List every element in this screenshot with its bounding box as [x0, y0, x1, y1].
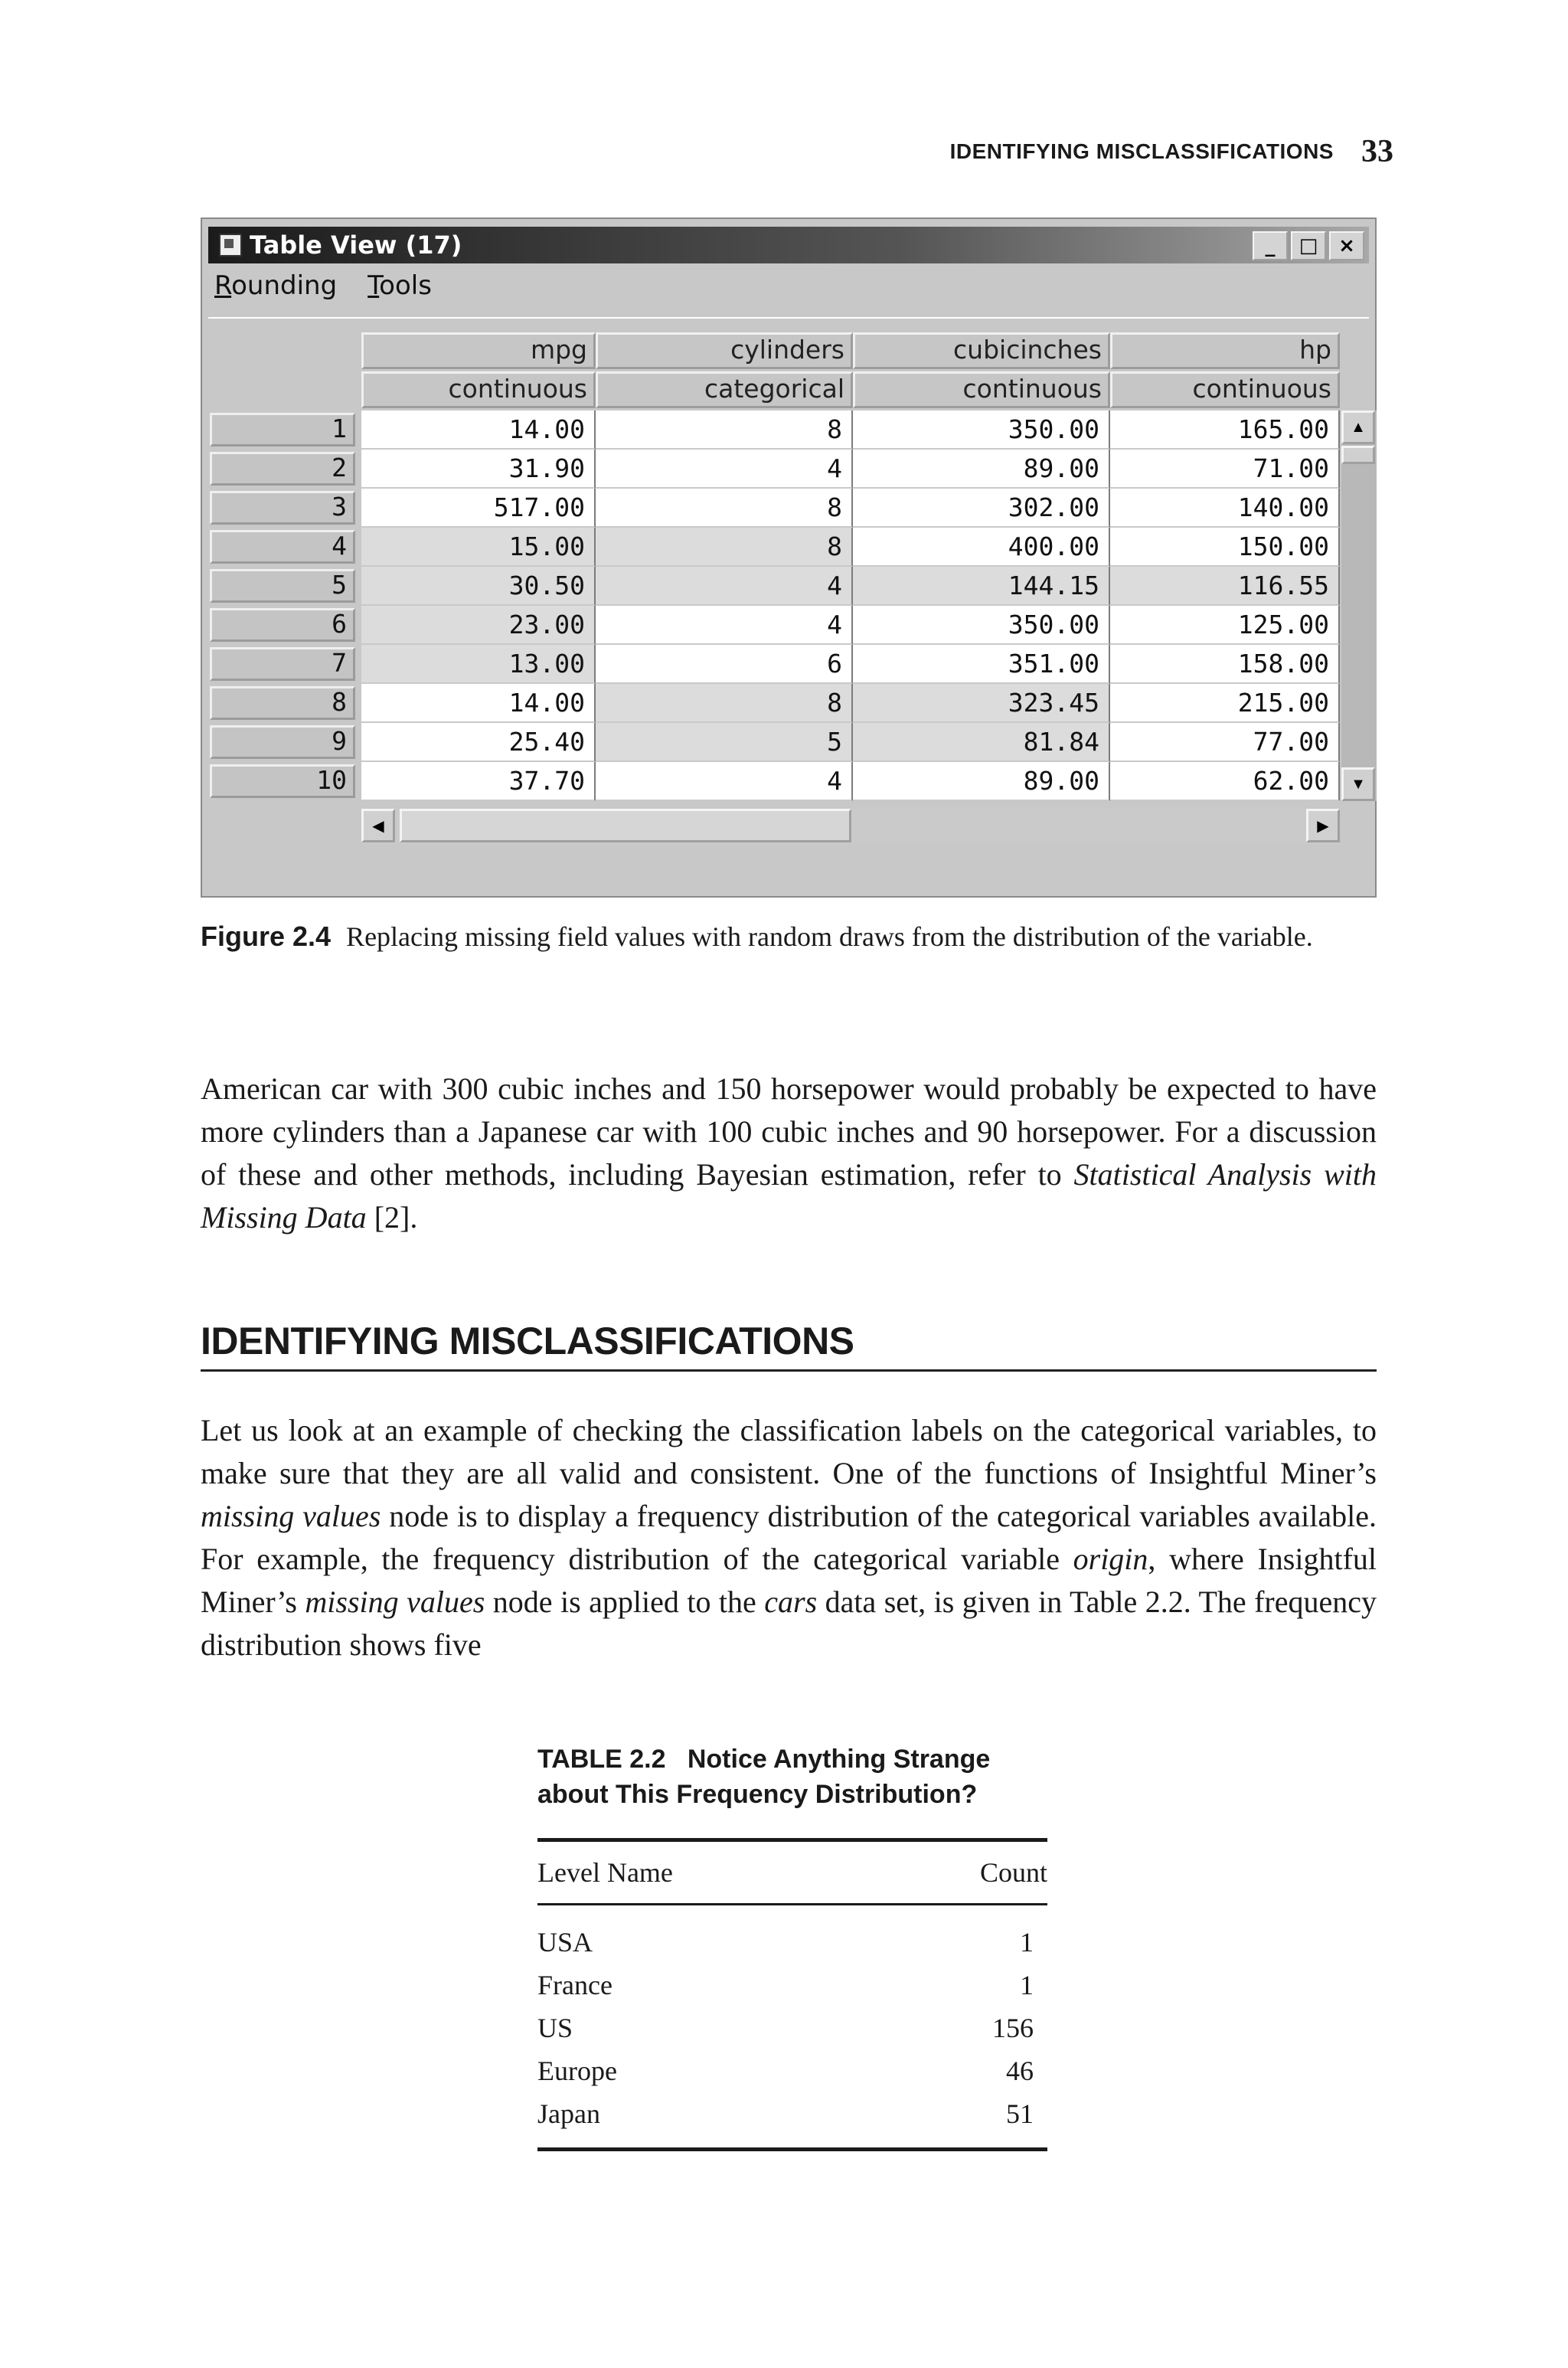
- table-cell[interactable]: 517.00: [361, 489, 596, 528]
- table-cell[interactable]: 5: [596, 723, 853, 762]
- table-cell[interactable]: 323.45: [853, 684, 1110, 723]
- table-row: [210, 606, 1374, 645]
- column-header[interactable]: hp: [1110, 332, 1340, 369]
- table-cell[interactable]: 37.70: [361, 762, 596, 801]
- level-name: Europe: [537, 2056, 617, 2086]
- scroll-right-button[interactable]: ▶: [1306, 809, 1340, 842]
- row-header[interactable]: 10: [210, 764, 355, 798]
- table-cell[interactable]: 158.00: [1110, 645, 1340, 684]
- table-row: [537, 1964, 1047, 2007]
- table-cell[interactable]: 4: [596, 606, 853, 645]
- table-cell[interactable]: 4: [596, 762, 853, 801]
- table-cell[interactable]: 25.40: [361, 723, 596, 762]
- table-cell[interactable]: 62.00: [1110, 762, 1340, 801]
- table-cell[interactable]: 400.00: [853, 528, 1110, 567]
- table-row: [210, 410, 1374, 450]
- column-header[interactable]: mpg: [361, 332, 596, 369]
- table-cell[interactable]: 215.00: [1110, 684, 1340, 723]
- column-header[interactable]: cubicinches: [853, 332, 1110, 369]
- grid-body: [210, 410, 1374, 801]
- level-name: US: [537, 2013, 573, 2043]
- row-header[interactable]: 3: [210, 491, 355, 525]
- minimize-button[interactable]: _: [1253, 231, 1288, 260]
- vertical-scrollbar[interactable]: [1341, 410, 1377, 801]
- column-header: Level Name: [537, 1857, 673, 1888]
- level-count: 1: [1020, 1970, 1034, 2000]
- table-body: [537, 1905, 1047, 2147]
- table-cell[interactable]: 4: [596, 567, 853, 606]
- book-title: Statistical Analysis with Missing Data: [201, 1157, 1377, 1235]
- level-count: 1: [1020, 1927, 1034, 1958]
- table-cell[interactable]: 350.00: [853, 606, 1110, 645]
- table-cell[interactable]: 4: [596, 450, 853, 489]
- table-caption: TABLE 2.2 Notice Anything Strange about This Frequency Distribution?: [537, 1745, 991, 1809]
- table-row: [210, 567, 1374, 606]
- table-cell[interactable]: 89.00: [853, 762, 1110, 801]
- table-cell[interactable]: 77.00: [1110, 723, 1340, 762]
- column-type[interactable]: continuous: [853, 371, 1110, 408]
- table-view-window: [201, 218, 1377, 898]
- table-header-row: [537, 1842, 1047, 1905]
- table-row: [210, 489, 1374, 528]
- level-count: 46: [1006, 2056, 1034, 2086]
- table-row: [210, 762, 1374, 801]
- window-titlebar[interactable]: [208, 227, 1369, 263]
- table-row: [210, 723, 1374, 762]
- level-name: Japan: [537, 2098, 600, 2129]
- table-row: [537, 2092, 1047, 2135]
- column-name-row: [210, 332, 1374, 371]
- row-header[interactable]: 2: [210, 452, 355, 486]
- horizontal-scrollbar[interactable]: [361, 809, 1340, 844]
- table-cell[interactable]: 71.00: [1110, 450, 1340, 489]
- table-row: [210, 645, 1374, 684]
- table-row: [537, 2049, 1047, 2092]
- app-icon: [219, 234, 242, 257]
- table-cell[interactable]: 8: [596, 684, 853, 723]
- table-cell[interactable]: 15.00: [361, 528, 596, 567]
- column-type[interactable]: continuous: [1110, 371, 1340, 408]
- row-header[interactable]: 7: [210, 647, 355, 681]
- table-cell[interactable]: 125.00: [1110, 606, 1340, 645]
- section-heading: IDENTIFYING MISCLASSIFICATIONS: [201, 1319, 1377, 1372]
- table-cell[interactable]: 8: [596, 489, 853, 528]
- data-grid: [210, 332, 1374, 801]
- table-cell[interactable]: 351.00: [853, 645, 1110, 684]
- scroll-left-button[interactable]: ◀: [361, 809, 395, 842]
- table-cell[interactable]: 6: [596, 645, 853, 684]
- running-head: [842, 129, 1393, 175]
- page-number: 33: [1361, 134, 1393, 169]
- table-cell[interactable]: 31.90: [361, 450, 596, 489]
- column-type[interactable]: continuous: [361, 371, 596, 408]
- row-header[interactable]: 8: [210, 686, 355, 720]
- row-header[interactable]: 6: [210, 608, 355, 642]
- running-title: IDENTIFYING MISCLASSIFICATIONS: [949, 139, 1334, 163]
- table-cell[interactable]: 302.00: [853, 489, 1110, 528]
- close-button[interactable]: ×: [1329, 231, 1364, 260]
- column-type-row: [210, 371, 1374, 410]
- row-header[interactable]: 9: [210, 725, 355, 759]
- table-cell[interactable]: 13.00: [361, 645, 596, 684]
- table-cell[interactable]: 89.00: [853, 450, 1110, 489]
- row-header[interactable]: 5: [210, 569, 355, 603]
- table-cell[interactable]: 14.00: [361, 410, 596, 450]
- grid-corner: [210, 371, 361, 410]
- frequency-table: [537, 1838, 1047, 2151]
- table-cell[interactable]: 350.00: [853, 410, 1110, 450]
- vertical-scroll-thumb[interactable]: [1341, 446, 1375, 464]
- table-cell[interactable]: 165.00: [1110, 410, 1340, 450]
- window-controls: [1253, 231, 1364, 260]
- table-row: [210, 528, 1374, 567]
- table-cell[interactable]: 140.00: [1110, 489, 1340, 528]
- table-cell[interactable]: 150.00: [1110, 528, 1340, 567]
- table-label: TABLE 2.2: [537, 1745, 666, 1774]
- menu-tools[interactable]: Tools: [368, 270, 432, 301]
- horizontal-scroll-thumb[interactable]: [400, 809, 851, 842]
- scroll-down-button[interactable]: ▼: [1341, 767, 1375, 801]
- level-count: 51: [1006, 2098, 1034, 2129]
- maximize-button[interactable]: □: [1291, 231, 1326, 260]
- table-row: [210, 450, 1374, 489]
- table-cell[interactable]: 8: [596, 410, 853, 450]
- table-row: [210, 684, 1374, 723]
- table-row: [537, 1921, 1047, 1964]
- table-cell[interactable]: 144.15: [853, 567, 1110, 606]
- level-name: France: [537, 1970, 612, 2000]
- scroll-up-button[interactable]: ▲: [1341, 410, 1375, 444]
- column-header[interactable]: cylinders: [596, 332, 853, 369]
- row-header[interactable]: 1: [210, 413, 355, 446]
- table-cell[interactable]: 14.00: [361, 684, 596, 723]
- row-header[interactable]: 4: [210, 530, 355, 564]
- window-title: Table View (17): [250, 231, 462, 260]
- table-cell[interactable]: 81.84: [853, 723, 1110, 762]
- table-cell[interactable]: 116.55: [1110, 567, 1340, 606]
- figure-caption: [201, 916, 1377, 957]
- table-cell[interactable]: 23.00: [361, 606, 596, 645]
- level-count: 156: [992, 2013, 1034, 2043]
- table-cell[interactable]: 30.50: [361, 567, 596, 606]
- column-type[interactable]: categorical: [596, 371, 853, 408]
- level-name: USA: [537, 1927, 593, 1958]
- table-cell[interactable]: 8: [596, 528, 853, 567]
- figure-label: Figure 2.4: [201, 921, 332, 952]
- menubar: [214, 268, 432, 303]
- column-header: Count: [979, 1857, 1047, 1888]
- table-row: [537, 2007, 1047, 2049]
- figure-caption-text: Replacing missing field values with random draws from the distribution of the variable.: [346, 921, 1313, 952]
- paragraph: Let us look at an example of checking the classification labels on the categorical variables, to make sure that they are all valid and consistent. One of the functions of Insightful Miner’s missing values node is to display a frequency distribution of the categorical variables available. For example, the frequency distribution of the categorical variable origin, where Insightful Miner’s missing values node is applied to the cars data set, is given in Table 2.2. The frequency distribution shows five: [201, 1413, 1377, 1662]
- menu-divider: [208, 317, 1369, 319]
- grid-corner: [210, 332, 361, 371]
- paragraph: American car with 300 cubic inches and 150 horsepower would probably be expected to have more cylinders than a Japanese car with 100 cubic inches and 90 horsepower. For a discussion of these and other methods, including Bayesian estimation, refer to Statistical Analysis with Missing Data [2].: [201, 1071, 1377, 1235]
- menu-rounding[interactable]: Rounding: [214, 270, 338, 301]
